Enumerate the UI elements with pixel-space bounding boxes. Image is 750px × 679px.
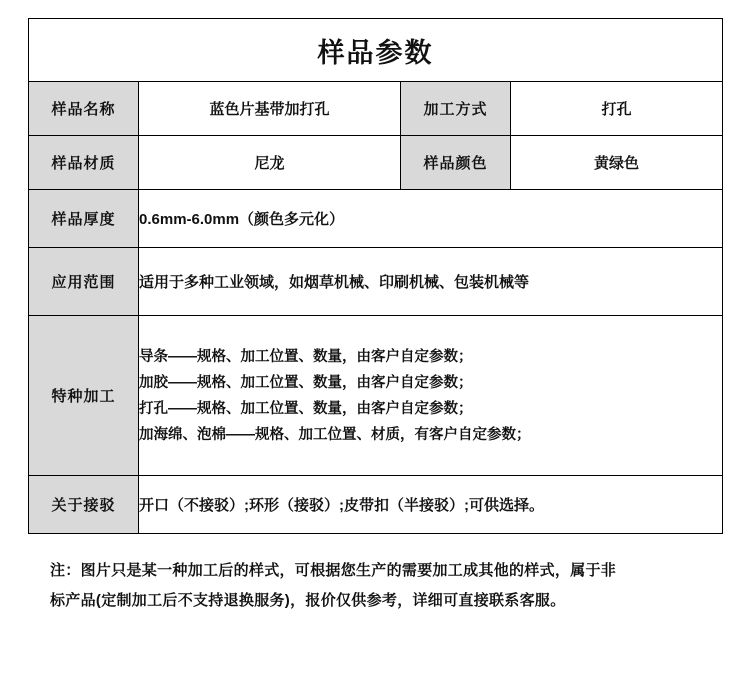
footer-note-line: 标产品(定制加工后不支持退换服务)，报价仅供参考，详细可直接联系客服。 <box>50 592 566 609</box>
special-processing-line: 加海绵、泡棉——规格、加工位置、材质，有客户自定参数； <box>139 426 531 443</box>
row-label-special-processing: 特种加工 <box>29 316 139 476</box>
sample-parameters-table <box>28 18 723 534</box>
row-value-sample-material: 尼龙 <box>139 136 401 190</box>
row-label-sample-thickness: 样品厚度 <box>29 190 139 248</box>
table-row <box>29 190 723 248</box>
table-row <box>29 248 723 316</box>
table-row <box>29 82 723 136</box>
special-processing-line: 加胶——规格、加工位置、数量，由客户自定参数； <box>139 374 473 391</box>
table-row-title <box>29 19 723 82</box>
row-value-sample-name: 蓝色片基带加打孔 <box>139 82 401 136</box>
row-label-sample-name: 样品名称 <box>29 82 139 136</box>
row-value-application-scope: 适用于多种工业领域，如烟草机械、印刷机械、包装机械等 <box>139 248 723 316</box>
footer-note <box>28 556 722 616</box>
row-label-process-method: 加工方式 <box>401 82 511 136</box>
row-value-sample-color: 黄绿色 <box>511 136 723 190</box>
special-processing-line: 打孔——规格、加工位置、数量，由客户自定参数； <box>139 400 473 417</box>
row-label-joining-method: 关于接驳 <box>29 476 139 534</box>
row-value-special-processing <box>139 316 723 476</box>
row-value-joining-method: 开口（不接驳）;环形（接驳）;皮带扣（半接驳）;可供选择。 <box>139 476 723 534</box>
table-row <box>29 136 723 190</box>
table-row <box>29 316 723 476</box>
row-label-sample-color: 样品颜色 <box>401 136 511 190</box>
row-value-sample-thickness: 0.6mm-6.0mm（颜色多元化） <box>139 190 723 248</box>
table-row <box>29 476 723 534</box>
row-label-sample-material: 样品材质 <box>29 136 139 190</box>
page-title: 样品参数 <box>29 19 723 82</box>
row-value-process-method: 打孔 <box>511 82 723 136</box>
special-processing-line: 导条——规格、加工位置、数量，由客户自定参数； <box>139 348 473 365</box>
row-label-application-scope: 应用范围 <box>29 248 139 316</box>
footer-note-line: 注：图片只是某一种加工后的样式，可根据您生产的需要加工成其他的样式，属于非 <box>50 562 617 579</box>
